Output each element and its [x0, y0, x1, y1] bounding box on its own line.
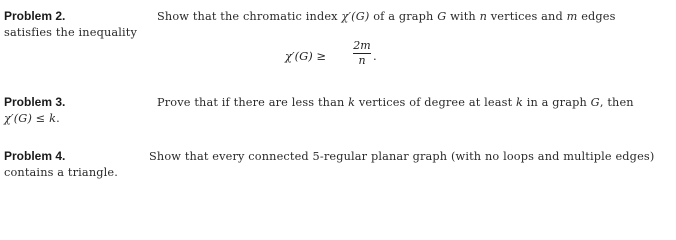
math-chromatic-index: χ′(G)	[341, 10, 370, 23]
text-segment: Prove that if there are less than	[157, 96, 349, 109]
problem-4-label: Problem 4.	[4, 149, 66, 163]
formula-fraction	[353, 40, 371, 67]
text-segment: Show that the chromatic index	[157, 10, 342, 23]
text-segment: of a graph	[369, 10, 438, 23]
problem-2-statement-line2: satisfies the inequality	[4, 26, 138, 39]
formula-lhs: χ′(G) ≥	[285, 49, 327, 63]
math-graph-g: G	[590, 96, 600, 109]
problem-2-statement-line1	[157, 10, 616, 23]
math-m: m	[566, 10, 578, 23]
math-inequality: χ′(G) ≤ k	[4, 112, 57, 125]
text-segment: in a graph	[523, 96, 591, 109]
text-segment: , then	[599, 96, 634, 109]
problem-3-statement-line1	[157, 96, 634, 109]
math-graph-g: G	[437, 10, 447, 23]
problem-3-label: Problem 3.	[4, 95, 66, 109]
problem-4-statement-line1: Show that every connected 5-regular planar graph (with no loops and multiple edges)	[149, 150, 655, 163]
fraction-numerator: 2m	[353, 39, 371, 52]
problem-2-label: Problem 2.	[4, 9, 66, 23]
fraction-denominator: n	[358, 54, 366, 67]
text-segment: .	[56, 112, 60, 125]
math-k: k	[516, 96, 523, 109]
problem-4-statement-line2: contains a triangle.	[4, 166, 118, 179]
problem-3-statement-line2	[4, 112, 60, 125]
text-segment: vertices and	[487, 10, 567, 23]
math-k: k	[348, 96, 356, 109]
text-segment: vertices of degree at least	[355, 96, 516, 109]
formula-period: .	[373, 49, 377, 63]
math-n: n	[479, 10, 488, 23]
text-segment: edges	[577, 10, 616, 23]
text-segment: with	[446, 10, 480, 23]
